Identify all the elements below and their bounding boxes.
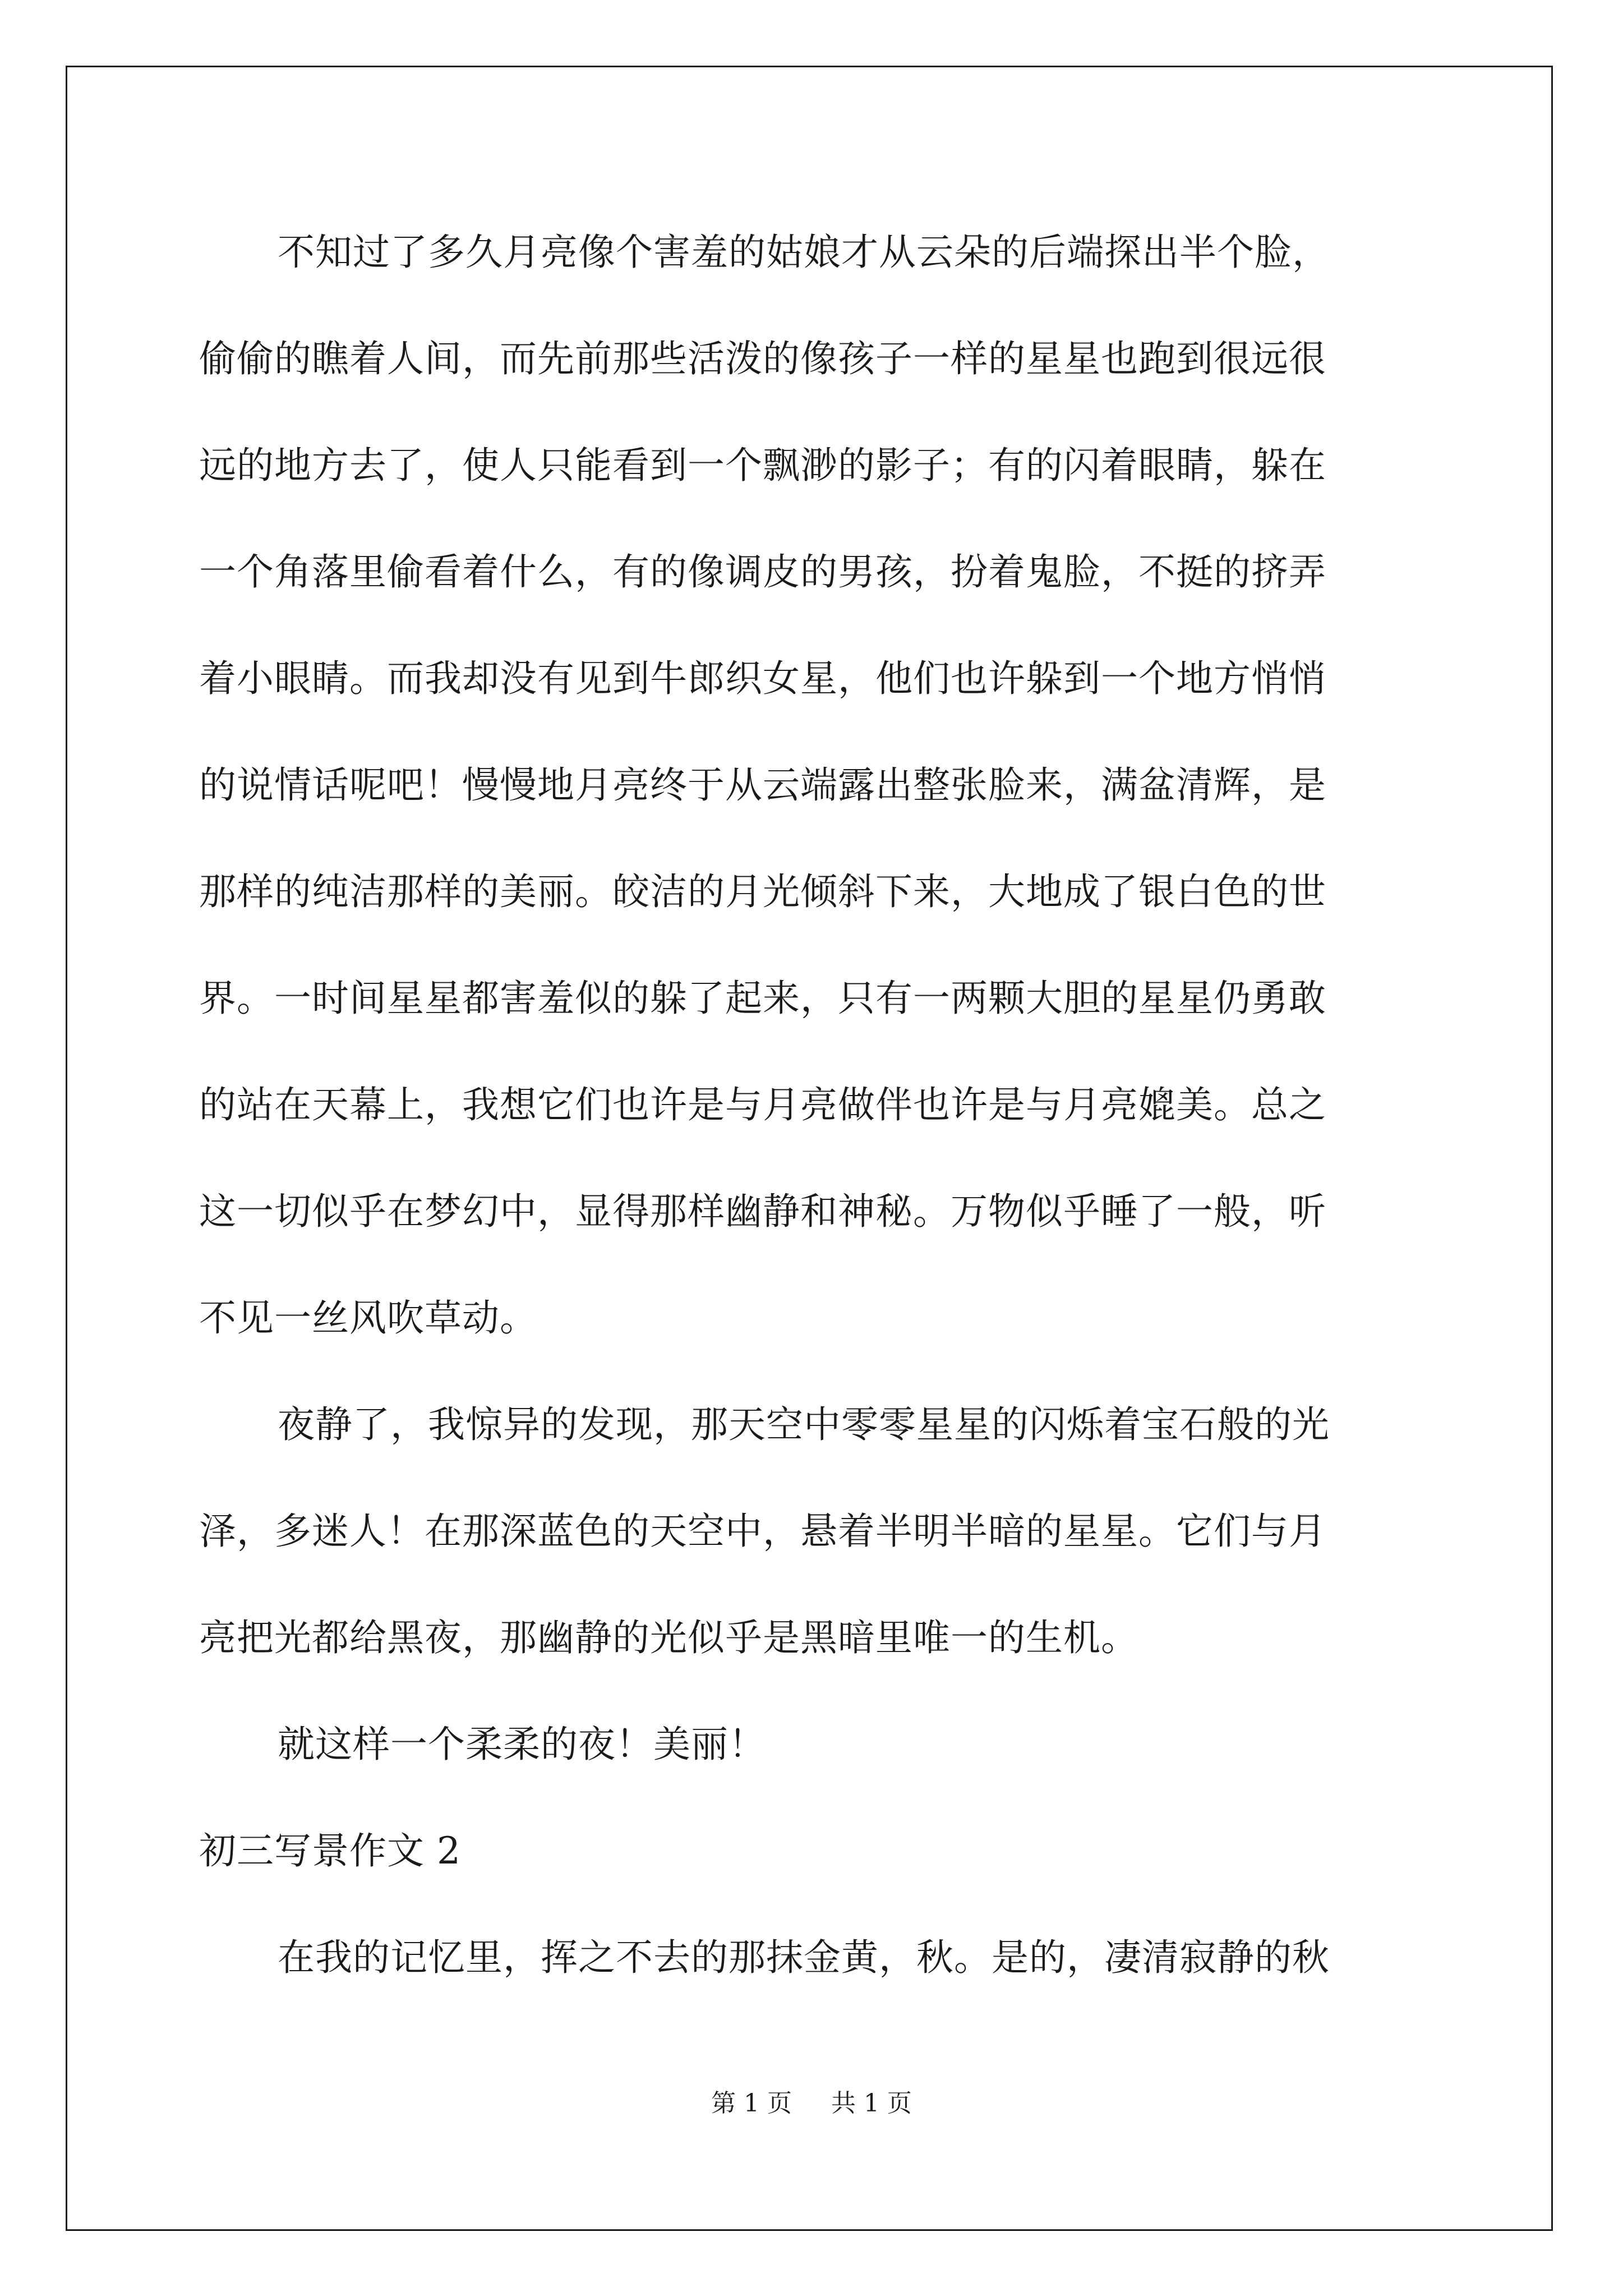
- text-line: 那样的纯洁那样的美丽。皎洁的月光倾斜下来，大地成了银白色的世: [199, 870, 1326, 913]
- text-line: 亮把光都给黑夜，那幽静的光似乎是黑暗里唯一的生机。: [199, 1616, 1138, 1659]
- text-line: 的说情话呢吧！慢慢地月亮终于从云端露出整张脸来，满盆清辉，是: [199, 763, 1326, 807]
- text-line: 这一切似乎在梦幻中，显得那样幽静和神秘。万物似乎睡了一般，听: [199, 1190, 1326, 1233]
- text-line: 泽，多迷人！在那深蓝色的天空中，悬着半明半暗的星星。它们与月: [199, 1510, 1326, 1553]
- section-heading: 初三写景作文 2: [199, 1829, 461, 1872]
- text-line: 的站在天幕上，我想它们也许是与月亮做伴也许是与月亮媲美。总之: [199, 1083, 1326, 1126]
- page-footer: [0, 2087, 1623, 2120]
- page-number-current: 第 1 页: [711, 2089, 792, 2118]
- text-line: 一个角落里偷看着什么，有的像调皮的男孩，扮着鬼脸，不挺的挤弄: [199, 550, 1326, 593]
- page-number-total: 共 1 页: [831, 2089, 912, 2118]
- text-line: 就这样一个柔柔的夜！美丽！: [278, 1723, 766, 1766]
- text-line: 偷偷的瞧着人间，而先前那些活泼的像孩子一样的星星也跑到很远很: [199, 337, 1326, 380]
- text-line: 着小眼睛。而我却没有见到牛郎织女星，他们也许躲到一个地方悄悄: [199, 657, 1326, 700]
- text-line: 夜静了，我惊异的发现，那天空中零零星星的闪烁着宝石般的光: [278, 1403, 1330, 1446]
- text-line: 不知过了多久月亮像个害羞的姑娘才从云朵的后端探出半个脸，: [278, 231, 1330, 274]
- text-line: 远的地方去了，使人只能看到一个飘渺的影子；有的闪着眼睛，躲在: [199, 444, 1326, 487]
- text-line: 界。一时间星星都害羞似的躲了起来，只有一两颗大胆的星星仍勇敢: [199, 977, 1326, 1020]
- document-body: [199, 219, 1410, 2031]
- text-line: 在我的记忆里，挥之不去的那抹金黄，秋。是的，凄清寂静的秋: [278, 1936, 1330, 1979]
- text-line: 不见一丝风吹草动。: [199, 1296, 537, 1340]
